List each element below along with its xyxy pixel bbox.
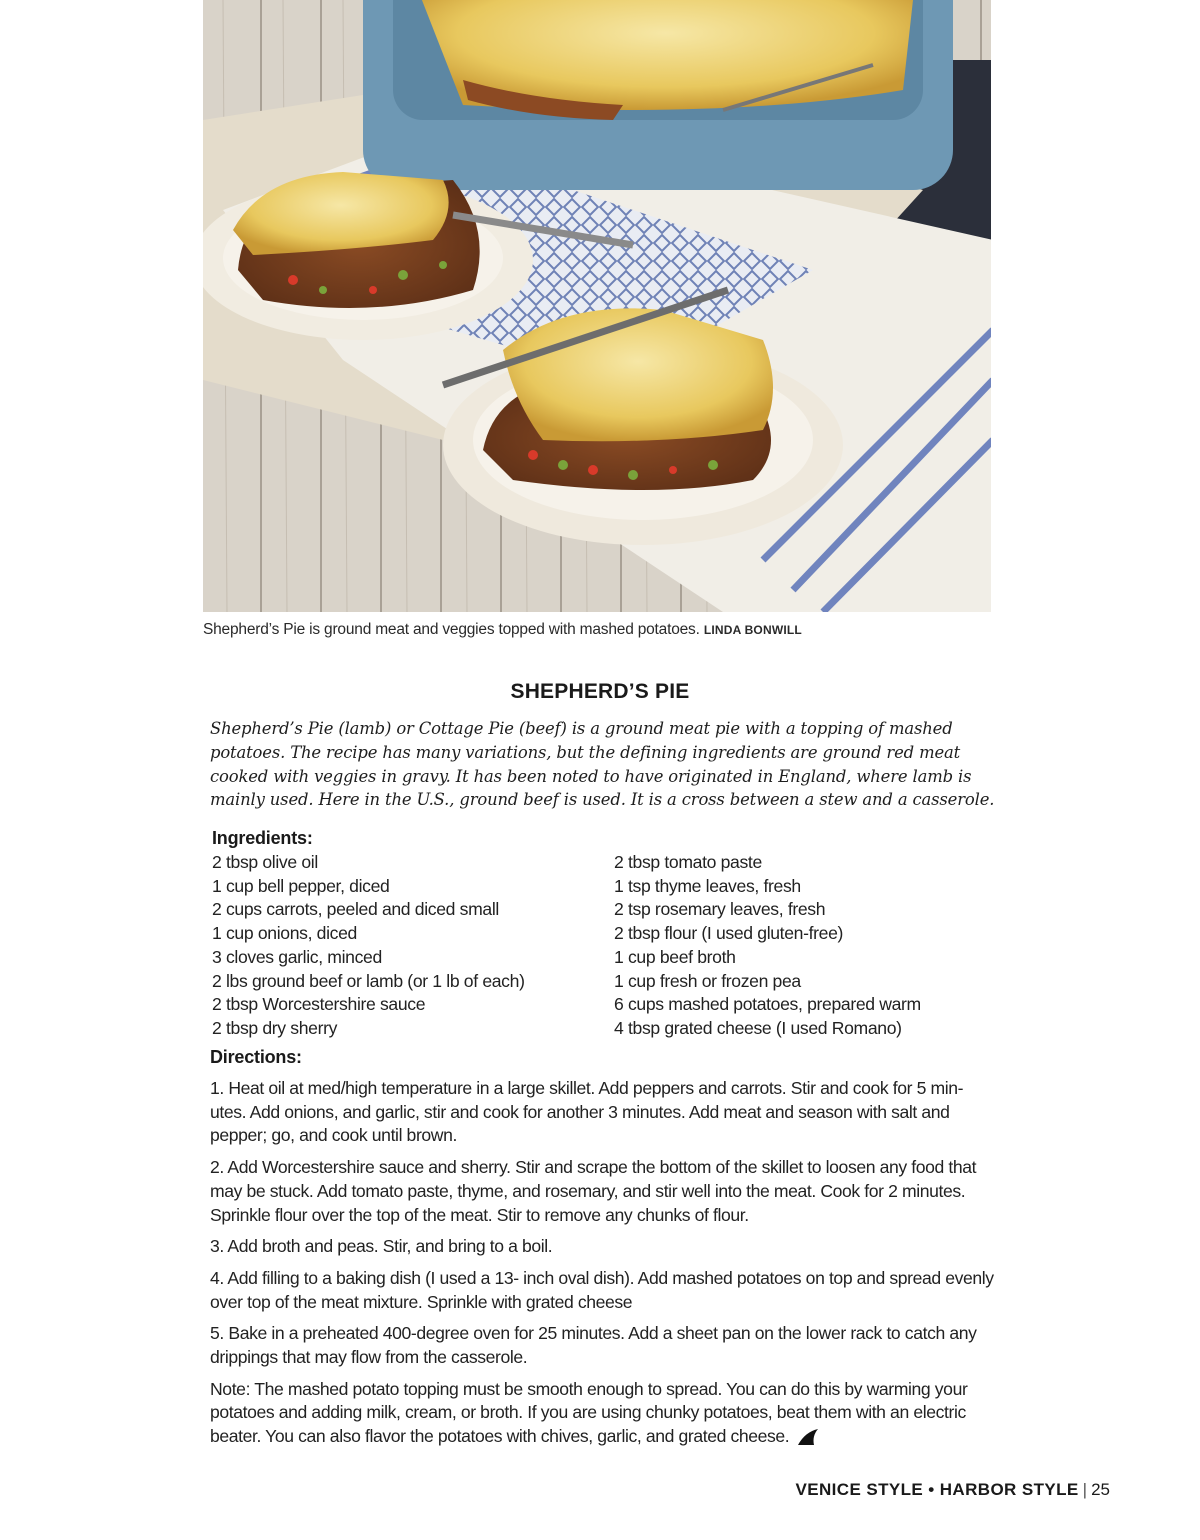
ingredient-item: 2 tbsp tomato paste	[614, 852, 762, 872]
recipe-title: SHEPHERD’S PIE	[510, 680, 690, 703]
ingredient-item: 1 tsp thyme leaves, fresh	[614, 875, 801, 896]
ingredients-list-left	[212, 851, 525, 1041]
recipe-intro: Shepherd’s Pie (lamb) or Cottage Pie (beef) is a ground meat pie with a topping of mashed potatoes. The recipe has many variations, but the defining ingredients are ground red meat cooked with veggies in gravy. It has been noted to have originated in England, where lamb is mainly used. Here in the U.S., ground beef is used. It is a cross between a stew and a casserole.	[210, 719, 995, 810]
shark-fin-icon	[797, 1428, 819, 1446]
photo-credit: LINDA BONWILL	[703, 623, 802, 637]
ingredient-item: 2 cups carrots, peeled and diced small	[212, 899, 499, 920]
direction-step: 3. Add broth and peas. Stir, and bring to a boil.	[210, 1236, 553, 1257]
ingredient-item: 2 tbsp Worcestershire sauce	[212, 994, 426, 1015]
ingredient-item: 2 tbsp dry sherry	[212, 1017, 338, 1038]
direction-step: 4. Add filling to a baking dish (I used a 13- inch oval dish). Add mashed potatoes on top and spread evenly over top of the meat mixture. Sprinkle with grated cheese	[210, 1267, 994, 1312]
ingredient-item: 2 tbsp olive oil	[212, 852, 318, 872]
ingredients-list-right	[614, 851, 921, 1041]
caption-text: Shepherd’s Pie is ground meat and veggies topped with mashed potatoes.	[203, 621, 700, 638]
shepherds-pie-photo-icon	[203, 0, 991, 612]
photo-caption	[203, 621, 993, 639]
directions-list	[210, 1077, 1000, 1457]
ingredient-item: 2 lbs ground beef or lamb (or 1 lb of each)	[212, 970, 525, 991]
direction-step: 1. Heat oil at med/high temperature in a large skillet. Add peppers and carrots. Stir and cook for 5 min- utes. Add onions, and garlic, stir and cook for another 3 minutes. Add meat and season with salt and pepper; go, and cook until brown.	[210, 1078, 964, 1146]
ingredient-item: 1 cup bell pepper, diced	[212, 875, 390, 896]
ingredient-item: 3 cloves garlic, minced	[212, 946, 382, 967]
note-text: Note: The mashed potato topping must be smooth enough to spread. You can do this by warming your potatoes and adding milk, cream, or broth. If you are using chunky potatoes, beat them with an electric beater. You can also flavor the potatoes with chives, garlic, and grated cheese.	[210, 1378, 968, 1447]
ingredient-item: 6 cups mashed potatoes, prepared warm	[614, 994, 921, 1015]
footer-separator: |	[1082, 1480, 1088, 1499]
page-number: 25	[1091, 1480, 1110, 1499]
directions-heading: Directions:	[210, 1047, 302, 1067]
recipe-photo	[203, 0, 991, 612]
direction-step: 5. Bake in a preheated 400-degree oven for 25 minutes. Add a sheet pan on the lower rack to catch any drippings that may flow from the casserole.	[210, 1323, 977, 1368]
ingredient-item: 4 tbsp grated cheese (I used Romano)	[614, 1017, 902, 1038]
ingredient-item: 1 cup fresh or frozen pea	[614, 970, 801, 991]
direction-step: 2. Add Worcestershire sauce and sherry. Stir and scrape the bottom of the skillet to loosen any food that may be stuck. Add tomato paste, thyme, and rosemary, and stir well into the meat. Cook for 2 minutes. Sprinkle flour over the top of the meat. Stir to remove any chunks of flour.	[210, 1157, 977, 1225]
ingredient-item: 2 tsp rosemary leaves, fresh	[614, 899, 826, 920]
publication-name: VENICE STYLE • HARBOR STYLE	[795, 1480, 1079, 1499]
ingredient-item: 2 tbsp flour (I used gluten-free)	[614, 923, 844, 944]
ingredient-item: 1 cup beef broth	[614, 946, 736, 967]
page-footer	[796, 1480, 1110, 1500]
ingredients-heading: Ingredients:	[212, 828, 313, 848]
ingredient-item: 1 cup onions, diced	[212, 923, 357, 944]
recipe-note	[210, 1378, 1000, 1449]
